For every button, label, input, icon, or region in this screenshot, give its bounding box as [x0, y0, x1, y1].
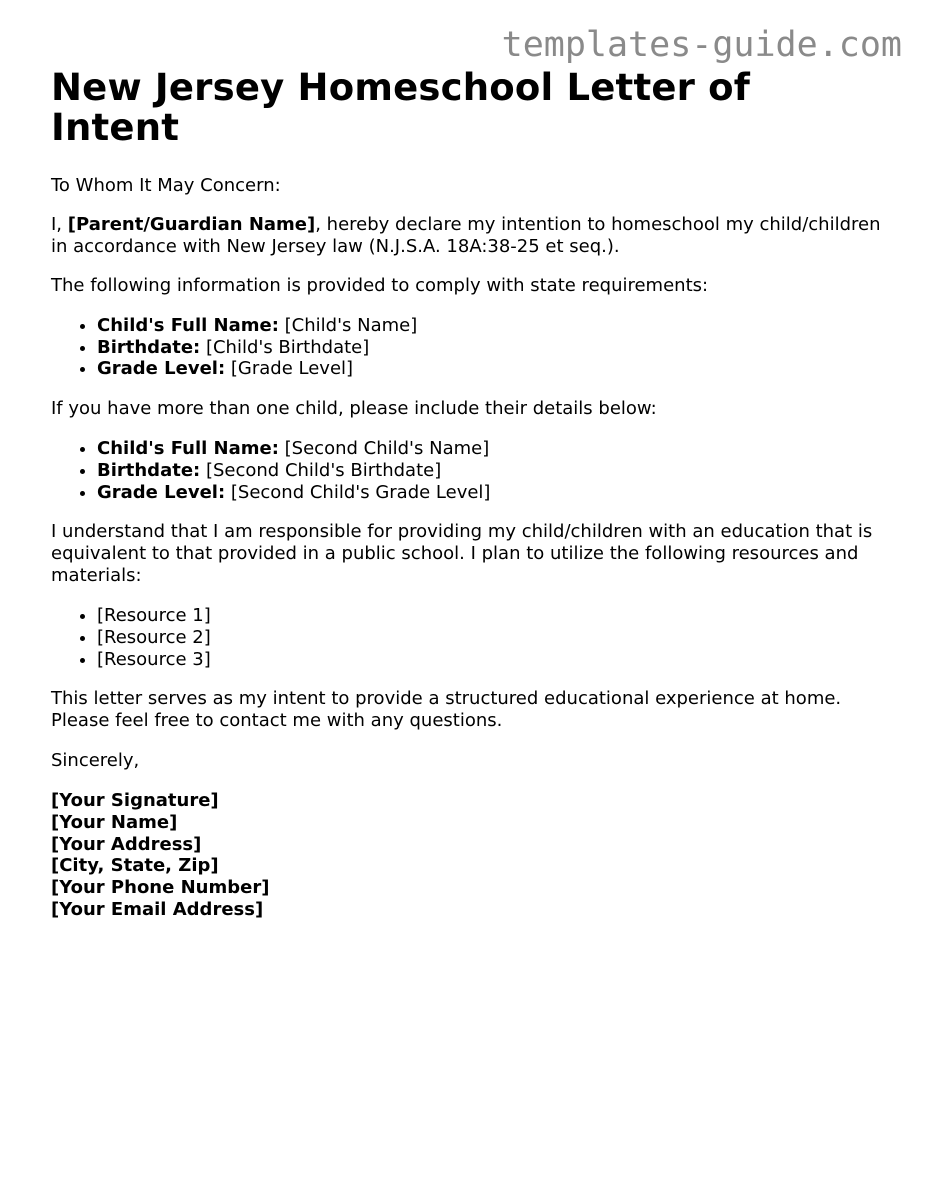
list-item: • [Resource 3] — [97, 649, 891, 671]
email-placeholder: [Your Email Address] — [51, 898, 264, 920]
more-children-intro: If you have more than one child, please include their details below: — [51, 398, 657, 420]
sign-off: Sincerely, — [51, 750, 140, 772]
field-label: Birthdate: — [97, 459, 201, 481]
signature-block — [51, 790, 891, 920]
city-state-zip-placeholder: [City, State, Zip] — [51, 855, 219, 877]
field-label: Birthdate: — [97, 336, 201, 358]
requirements-intro: The following information is provided to comply with state requirements: — [51, 275, 709, 296]
field-value: [Child's Birthdate] — [200, 336, 370, 358]
child2-details-list — [51, 438, 891, 503]
list-item: • [Resource 2] — [97, 627, 891, 649]
name-placeholder: [Your Name] — [51, 812, 178, 834]
list-item — [97, 460, 891, 482]
intro-paragraph — [51, 214, 891, 258]
parent-name-placeholder: [Parent/Guardian Name] — [67, 214, 316, 235]
closing-paragraph: This letter serves as my intent to provide a structured educational experience at home. Please feel free to contact me with any questions. — [51, 688, 842, 732]
list-item — [97, 438, 891, 460]
phone-placeholder: [Your Phone Number] — [51, 877, 270, 899]
field-label: Child's Full Name: — [97, 438, 279, 460]
intro-rest: , hereby declare my intention to homeschool my child/children in accordance with New Jersey law (N.J.S.A. 18A:38-25 et seq.). — [51, 214, 881, 257]
list-item — [97, 358, 891, 380]
responsibility-paragraph: I understand that I am responsible for providing my child/children with an education that is equivalent to that provided in a public school. I plan to utilize the following resources and materials: — [51, 521, 873, 587]
child1-details-list — [51, 315, 891, 380]
field-label: Child's Full Name: — [97, 315, 279, 336]
watermark-text: templates-guide.com — [501, 25, 902, 65]
field-value: [Child's Name] — [278, 315, 418, 336]
signature-placeholder: [Your Signature] — [51, 790, 219, 812]
page-title: New Jersey Homeschool Letter of Intent — [51, 66, 751, 149]
list-item — [97, 315, 891, 337]
field-value: [Second Child's Birthdate] — [200, 459, 442, 481]
list-item: • [Resource 1] — [97, 605, 891, 627]
greeting: To Whom It May Concern: — [51, 175, 281, 196]
field-value: [Second Child's Grade Level] — [225, 481, 491, 503]
field-label: Grade Level: — [97, 358, 226, 380]
list-item — [97, 482, 891, 504]
letter-document — [51, 68, 891, 921]
list-item — [97, 337, 891, 359]
field-value: [Grade Level] — [225, 358, 354, 380]
address-placeholder: [Your Address] — [51, 833, 202, 855]
field-label: Grade Level: — [97, 481, 226, 503]
intro-prefix: I, — [51, 214, 68, 235]
resources-list — [51, 605, 891, 670]
field-value: [Second Child's Name] — [278, 438, 490, 460]
